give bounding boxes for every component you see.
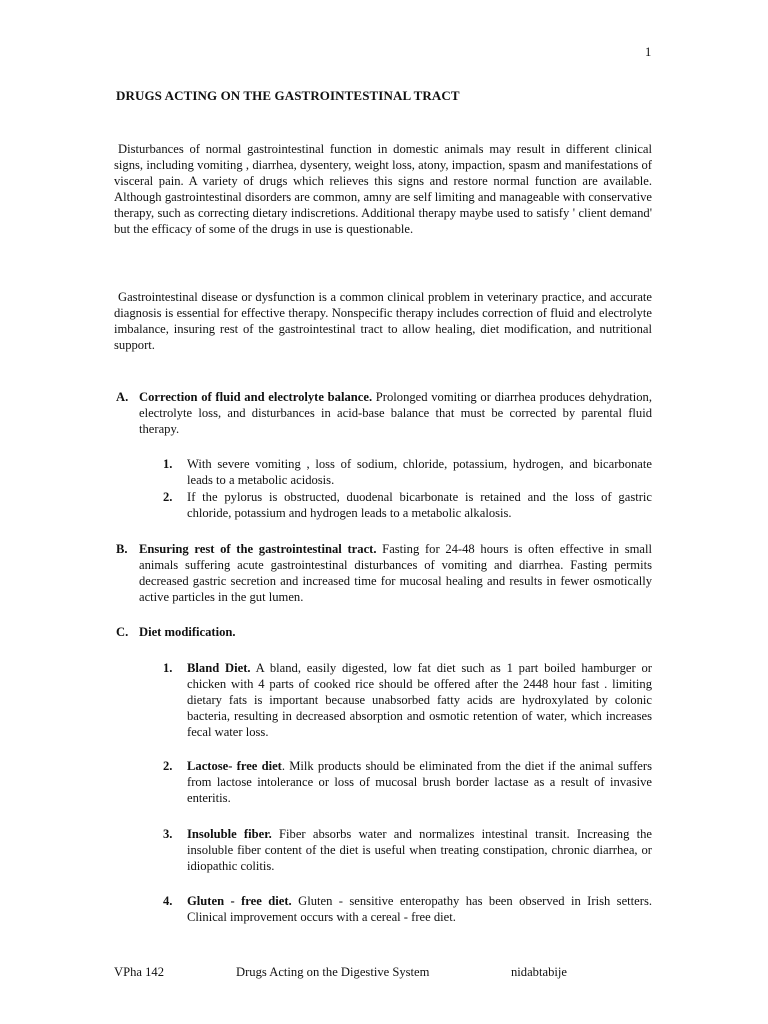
item-body <box>187 826 652 874</box>
item-body <box>187 660 652 740</box>
item-number: 4. <box>163 894 173 908</box>
section-body <box>139 389 652 437</box>
item-heading: Bland Diet. <box>187 661 251 675</box>
section-letter: C. <box>116 625 129 639</box>
item-heading: Lactose- free diet <box>187 759 282 773</box>
item-number: 3. <box>163 827 173 841</box>
item-heading: Insoluble fiber. <box>187 827 272 841</box>
section-c <box>116 624 652 640</box>
section-heading: Diet modification. <box>139 625 236 639</box>
section-body <box>139 541 652 605</box>
section-heading: Correction of fluid and electrolyte balance. <box>139 390 373 404</box>
intro-paragraph-1: Disturbances of normal gastrointestinal function in domestic animals may result in different clinical signs, including vomiting , diarrhea, dysentery, weight loss, atony, impaction, spasm and manifestations of visceral pain. A variety of drugs which relieves this signs and restore normal function are available. Although gastrointestinal disorders are common, amny are self limiting and manageable with conservative therapy, such as correcting dietary indiscretions. Additional therapy maybe used to satisfy ' client demand' but the efficacy of some of the drugs in use is questionable. <box>114 142 652 236</box>
section-a-item-1 <box>163 456 652 488</box>
item-text: . Milk products should be eliminated from the diet if the animal suffers from lactose intolerance or loss of mucosal brush border lactase as a result of invasive enteritis. <box>187 759 652 805</box>
section-c-item-4 <box>163 893 652 925</box>
section-heading: Ensuring rest of the gastrointestinal tract. <box>139 542 377 556</box>
item-body <box>187 758 652 806</box>
footer-author: nidabtabije <box>511 965 567 979</box>
footer-course-code: VPha 142 <box>114 965 165 979</box>
item-text: With severe vomiting , loss of sodium, chloride, potassium, hydrogen, and bicarbonate leads to a metabolic acidosis. <box>187 457 652 487</box>
section-a <box>116 389 652 437</box>
item-heading: Gluten - free diet. <box>187 894 292 908</box>
page-number: 1 <box>645 45 652 59</box>
item-number: 1. <box>163 661 173 675</box>
item-text: Gluten - sensitive enteropathy has been observed in Irish setters. Clinical improvement occurs with a cereal - free diet. <box>187 894 652 924</box>
item-number: 2. <box>163 490 173 504</box>
item-number: 2. <box>163 759 173 773</box>
item-text: A bland, easily digested, low fat diet such as 1 part boiled hamburger or chicken with 4 parts of cooked rice should be offered after the 2448 hour fast . limiting dietary fats is important because unabsorbed fatty acids are hydroxylated by colonic bacteria, resulting in decreased absorption and osmotic retention of water, which increases fecal water loss. <box>187 661 652 739</box>
item-text: If the pylorus is obstructed, duodenal bicarbonate is retained and the loss of gastric chloride, potassium and hydrogen leads to a metabolic alkalosis. <box>187 490 652 520</box>
section-a-item-2 <box>163 489 652 521</box>
item-text: Fiber absorbs water and normalizes intestinal transit. Increasing the insoluble fiber content of the diet is useful when treating constipation, chronic diarrhea, or idiopathic colitis. <box>187 827 652 873</box>
item-number: 1. <box>163 457 173 471</box>
section-body <box>139 624 652 640</box>
document-title: DRUGS ACTING ON THE GASTROINTESTINAL TRACT <box>116 88 460 103</box>
item-body <box>187 893 652 925</box>
section-c-item-3 <box>163 826 652 874</box>
section-letter: A. <box>116 390 129 404</box>
section-c-item-2 <box>163 758 652 806</box>
section-letter: B. <box>116 542 128 556</box>
intro-paragraph-2: Gastrointestinal disease or dysfunction is a common clinical problem in veterinary practice, and accurate diagnosis is essential for effective therapy. Nonspecific therapy includes correction of fluid and electrolyte imbalance, insuring rest of the gastrointestinal tract to allow healing, diet modification, and nutritional support. <box>114 290 652 352</box>
section-text: Fasting for 24-48 hours is often effective in small animals suffering acute gastrointestinal disturbances of vomiting and diarrhea. Fasting permits decreased gastric secretion and increased time for mucosal healing and results in fewer osmotically active particles in the gut lumen. <box>139 542 652 604</box>
page-footer <box>114 964 654 980</box>
section-c-item-1 <box>163 660 652 740</box>
section-text: Prolonged vomiting or diarrhea produces dehydration, electrolyte loss, and disturbances in acid-base balance that must be corrected by parental fluid therapy. <box>139 390 652 436</box>
footer-title: Drugs Acting on the Digestive System <box>236 965 430 979</box>
section-b <box>116 541 652 605</box>
